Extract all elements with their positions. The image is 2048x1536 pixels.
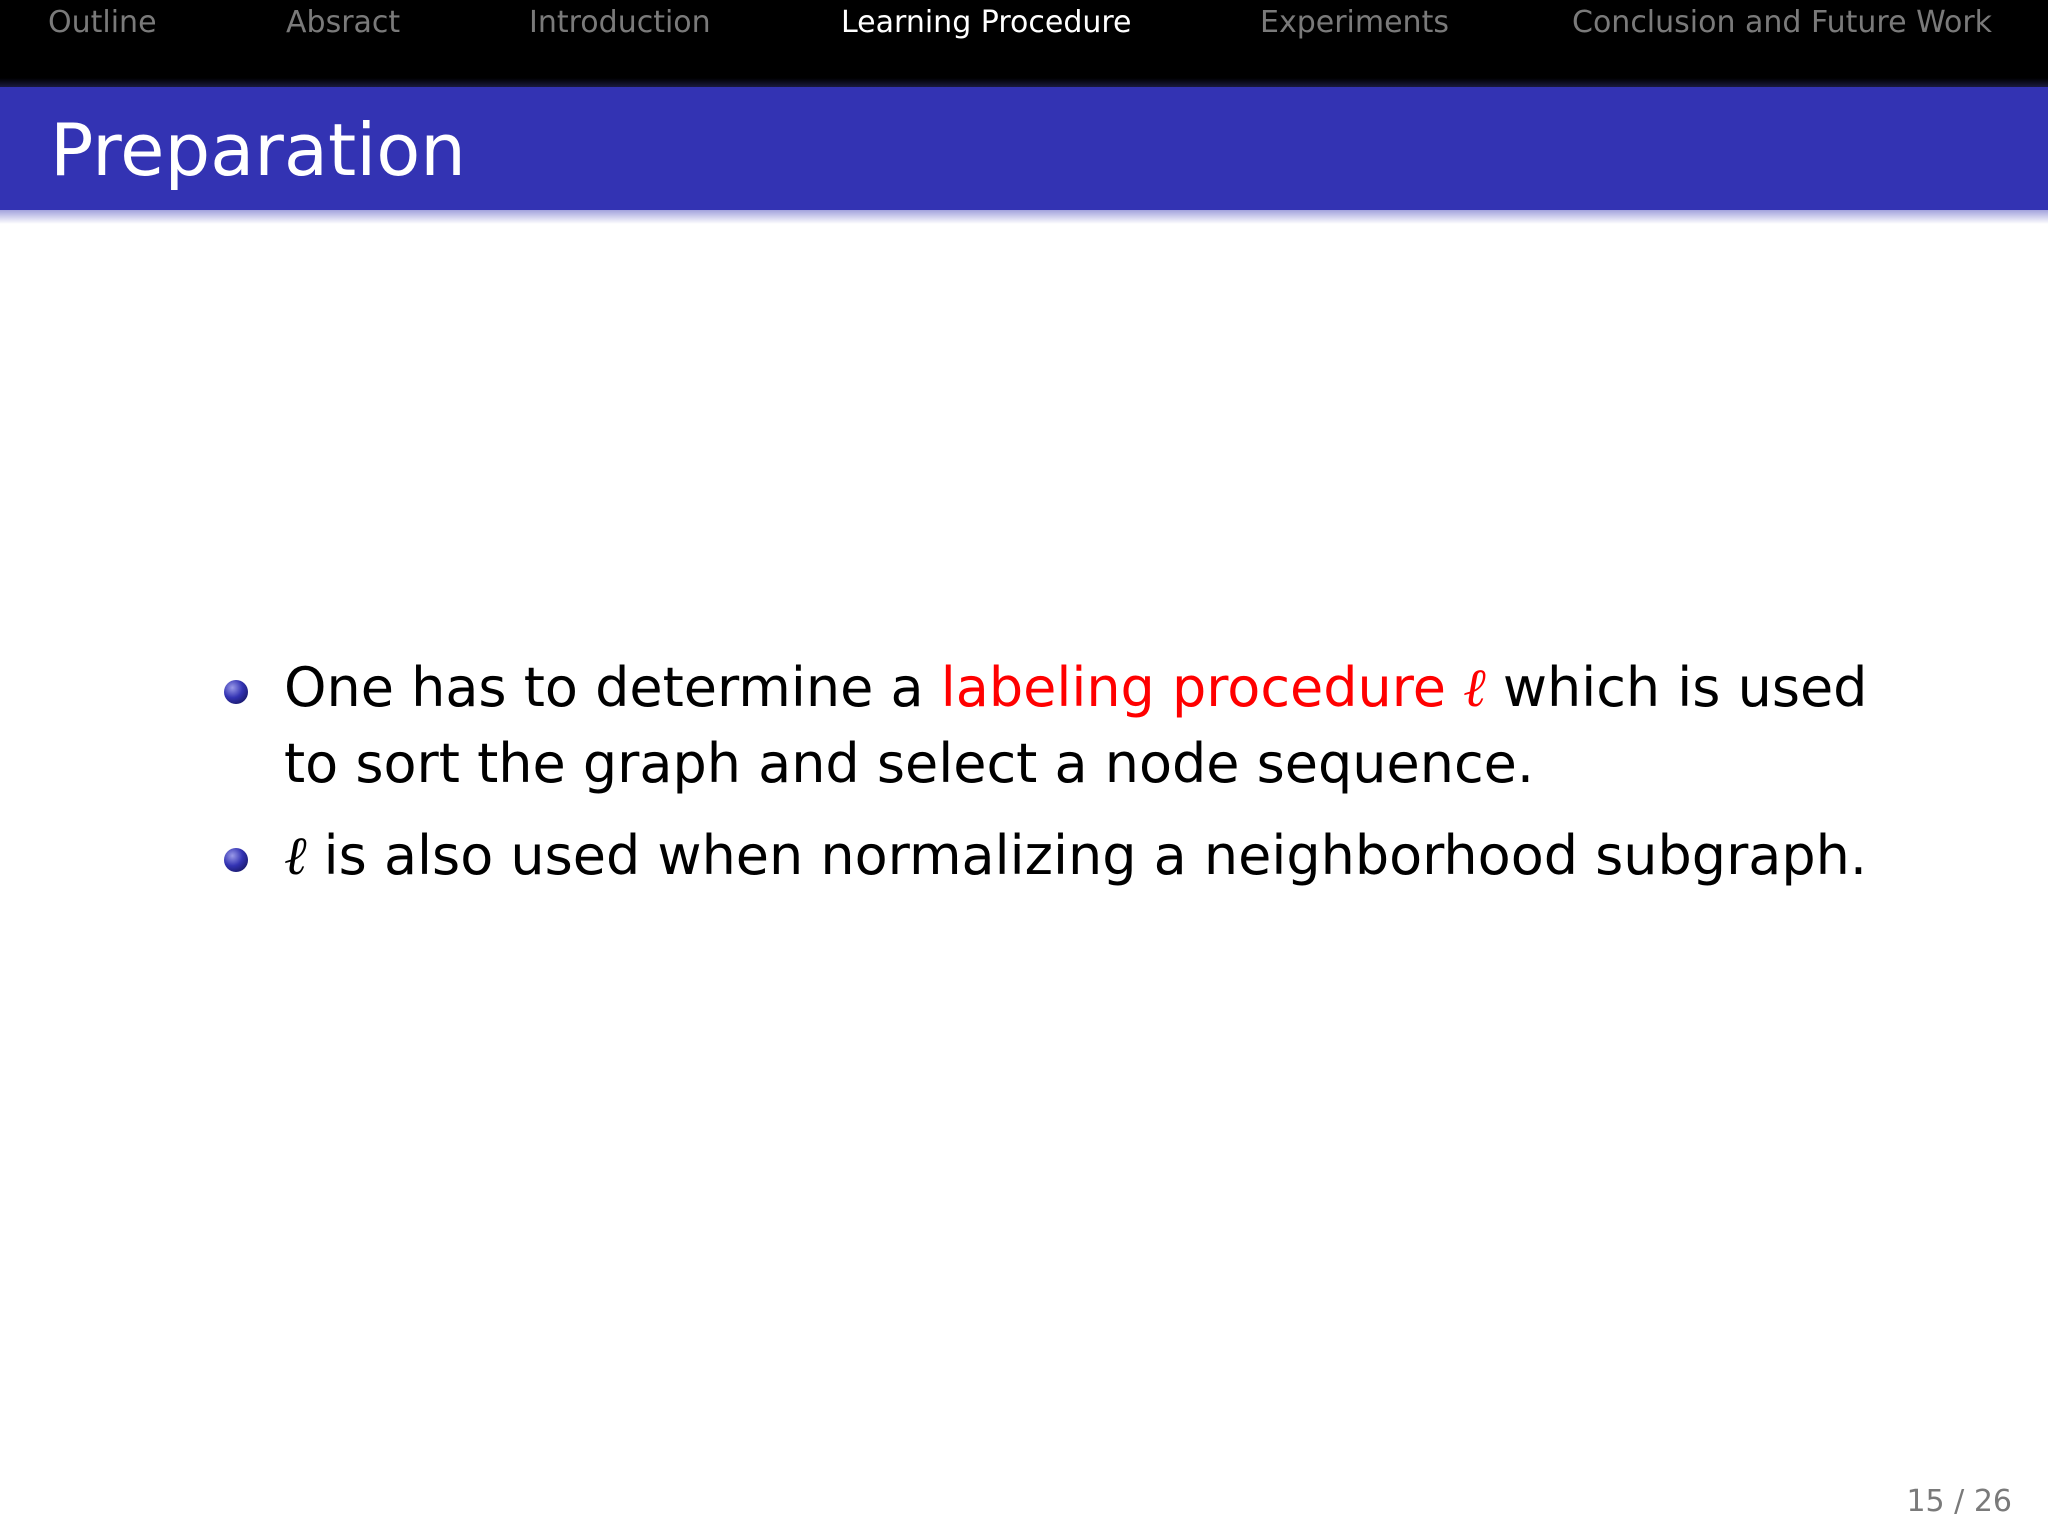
bullet-ball-icon bbox=[224, 848, 248, 872]
frame-title-bar bbox=[0, 87, 2048, 210]
nav-item-experiments[interactable]: Experiments bbox=[1260, 5, 1449, 40]
page-number: 15 / 26 bbox=[1906, 1484, 2012, 1519]
nav-item-conclusion[interactable]: Conclusion and Future Work bbox=[1572, 5, 1993, 40]
nav-item-outline[interactable]: Outline bbox=[48, 5, 157, 40]
frame-title: Preparation bbox=[50, 108, 466, 192]
slide-content bbox=[222, 650, 1882, 910]
bullet-text-after: is also used when normalizing a neighborhood subgraph. bbox=[306, 824, 1868, 887]
ell-symbol: ℓ bbox=[284, 824, 307, 887]
nav-item-introduction[interactable]: Introduction bbox=[529, 5, 711, 40]
bullet-item-normalizing bbox=[222, 818, 1882, 894]
bullet-ball-icon bbox=[224, 680, 248, 704]
nav-item-learning-procedure[interactable]: Learning Procedure bbox=[841, 5, 1132, 40]
ell-symbol: ℓ bbox=[1463, 656, 1486, 719]
bullet-text-before: One has to determine a bbox=[284, 656, 941, 719]
highlighted-term: labeling procedure bbox=[940, 656, 1464, 719]
bullet-text-after: which is used to sort the graph and select a node sequence. bbox=[284, 656, 1868, 795]
section-navigation-bar bbox=[0, 0, 2048, 87]
title-bar-shadow bbox=[0, 210, 2048, 224]
nav-item-abstract[interactable]: Absract bbox=[286, 5, 401, 40]
bullet-item-labeling-procedure bbox=[222, 650, 1882, 802]
